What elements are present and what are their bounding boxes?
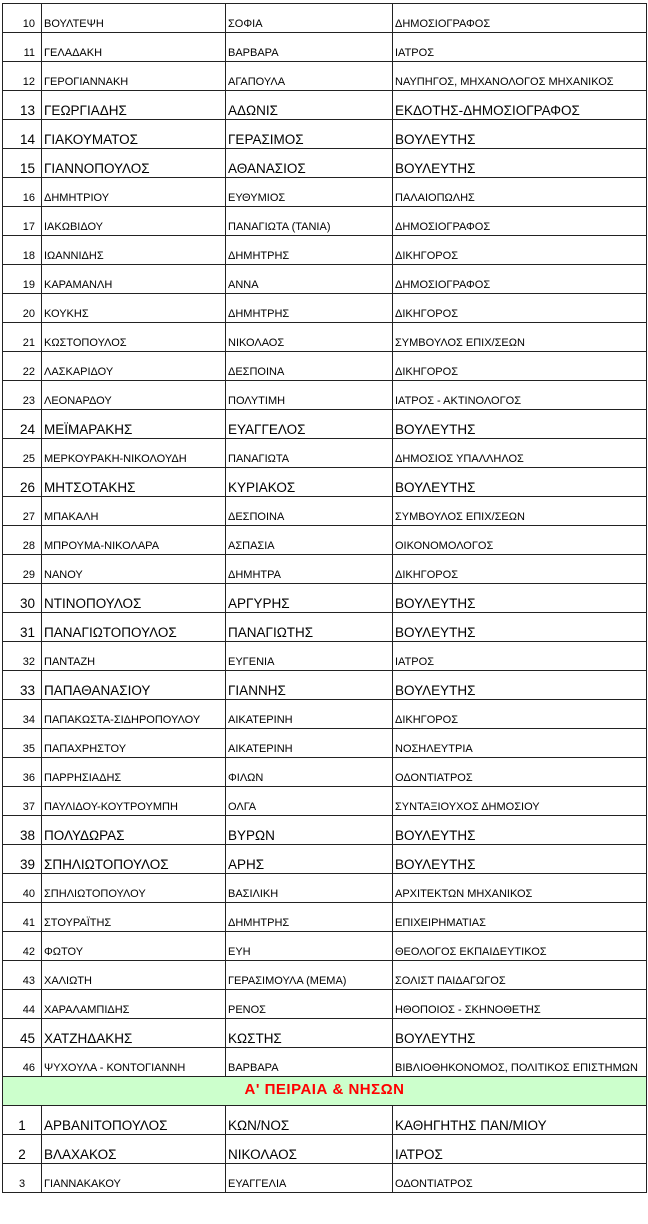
profession-cell: ΘΕΟΛΟΓΟΣ ΕΚΠΑΙΔΕΥΤΙΚΟΣ	[393, 932, 647, 961]
first-name-cell: ΠΑΝΑΓΙΩΤΑ	[226, 439, 393, 468]
row-number: 40	[3, 874, 42, 903]
first-name-cell: ΝΙΚΟΛΑΟΣ	[226, 1135, 393, 1164]
profession-cell: ΔΙΚΗΓΟΡΟΣ	[393, 555, 647, 584]
first-name-cell: ΦΙΛΩΝ	[226, 758, 393, 787]
surname-cell: ΜΕΡΚΟΥΡΑΚΗ-ΝΙΚΟΛΟΥΔΗ	[42, 439, 226, 468]
profession-cell: ΣΟΛΙΣΤ ΠΑΙΔΑΓΩΓΟΣ	[393, 961, 647, 990]
table-row	[3, 584, 647, 613]
surname-cell: ΚΟΥΚΗΣ	[42, 294, 226, 323]
profession-cell: ΒΟΥΛΕΥΤΗΣ	[393, 816, 647, 845]
first-name-cell: ΔΗΜΗΤΡΑ	[226, 555, 393, 584]
first-name-cell: ΑΣΠΑΣΙΑ	[226, 526, 393, 555]
surname-cell: ΜΗΤΣΟΤΑΚΗΣ	[42, 468, 226, 497]
row-number: 22	[3, 352, 42, 381]
profession-cell: ΙΑΤΡΟΣ	[393, 642, 647, 671]
row-number: 41	[3, 903, 42, 932]
profession-cell: ΒΟΥΛΕΥΤΗΣ	[393, 613, 647, 642]
table-row	[3, 729, 647, 758]
profession-cell: ΒΙΒΛΙΟΘΗΚΟΝΟΜΟΣ, ΠΟΛΙΤΙΚΟΣ ΕΠΙΣΤΗΜΩΝ	[393, 1048, 647, 1077]
table-row	[3, 62, 647, 91]
surname-cell: ΑΡΒΑΝΙΤΟΠΟΥΛΟΣ	[42, 1106, 226, 1135]
first-name-cell: ΓΕΡΑΣΙΜΟΥΛΑ (ΜΕΜΑ)	[226, 961, 393, 990]
row-number: 1	[3, 1106, 42, 1135]
table-row	[3, 990, 647, 1019]
row-number: 18	[3, 236, 42, 265]
profession-cell: ΒΟΥΛΕΥΤΗΣ	[393, 410, 647, 439]
surname-cell: ΚΑΡΑΜΑΝΛΗ	[42, 265, 226, 294]
surname-cell: ΝΤΙΝΟΠΟΥΛΟΣ	[42, 584, 226, 613]
surname-cell: ΣΤΟΥΡΑΪΤΗΣ	[42, 903, 226, 932]
profession-cell: ΔΗΜΟΣΙΟΓΡΑΦΟΣ	[393, 207, 647, 236]
first-name-cell: ΒΑΣΙΛΙΚΗ	[226, 874, 393, 903]
surname-cell: ΓΕΡΟΓΙΑΝΝΑΚΗ	[42, 62, 226, 91]
table-row	[3, 526, 647, 555]
surname-cell: ΠΑΠΑΘΑΝΑΣΙΟΥ	[42, 671, 226, 700]
table-row	[3, 613, 647, 642]
table-row	[3, 555, 647, 584]
row-number: 3	[3, 1164, 42, 1193]
table-row	[3, 352, 647, 381]
table-row	[3, 1106, 647, 1135]
row-number: 31	[3, 613, 42, 642]
surname-cell: ΓΕΩΡΓΙΑΔΗΣ	[42, 91, 226, 120]
section-title: Α' ΠΕΙΡΑΙΑ & ΝΗΣΩΝ	[3, 1077, 647, 1106]
surname-cell: ΓΙΑΝΝΑΚΑΚΟΥ	[42, 1164, 226, 1193]
table-row	[3, 120, 647, 149]
table-row	[3, 265, 647, 294]
row-number: 36	[3, 758, 42, 787]
surname-cell: ΓΙΑΝΝΟΠΟΥΛΟΣ	[42, 149, 226, 178]
row-number: 32	[3, 642, 42, 671]
row-number: 20	[3, 294, 42, 323]
table-row	[3, 33, 647, 62]
first-name-cell: ΑΡΓΥΡΗΣ	[226, 584, 393, 613]
first-name-cell: ΑΘΑΝΑΣΙΟΣ	[226, 149, 393, 178]
row-number: 38	[3, 816, 42, 845]
row-number: 27	[3, 497, 42, 526]
table-row	[3, 642, 647, 671]
table-row	[3, 381, 647, 410]
profession-cell: ΝΟΣΗΛΕΥΤΡΙΑ	[393, 729, 647, 758]
table-row	[3, 207, 647, 236]
row-number: 30	[3, 584, 42, 613]
first-name-cell: ΠΑΝΑΓΙΩΤΑ (ΤΑΝΙΑ)	[226, 207, 393, 236]
table-row	[3, 700, 647, 729]
table-row	[3, 468, 647, 497]
profession-cell: ΔΗΜΟΣΙΟΣ ΥΠΑΛΛΗΛΟΣ	[393, 439, 647, 468]
profession-cell: ΙΑΤΡΟΣ	[393, 33, 647, 62]
profession-cell: ΙΑΤΡΟΣ	[393, 1135, 647, 1164]
table-row	[3, 410, 647, 439]
row-number: 37	[3, 787, 42, 816]
first-name-cell: ΚΥΡΙΑΚΟΣ	[226, 468, 393, 497]
first-name-cell: ΑΝΝΑ	[226, 265, 393, 294]
profession-cell: ΗΘΟΠΟΙΟΣ - ΣΚΗΝΟΘΕΤΗΣ	[393, 990, 647, 1019]
table-row	[3, 497, 647, 526]
profession-cell: ΒΟΥΛΕΥΤΗΣ	[393, 468, 647, 497]
table-row	[3, 294, 647, 323]
table-row	[3, 671, 647, 700]
row-number: 17	[3, 207, 42, 236]
surname-cell: ΠΑΡΡΗΣΙΑΔΗΣ	[42, 758, 226, 787]
table-row	[3, 178, 647, 207]
profession-cell: ΒΟΥΛΕΥΤΗΣ	[393, 845, 647, 874]
row-number: 14	[3, 120, 42, 149]
row-number: 16	[3, 178, 42, 207]
table-row	[3, 149, 647, 178]
surname-cell: ΒΟΥΛΤΕΨΗ	[42, 4, 226, 33]
surname-cell: ΠΑΝΑΓΙΩΤΟΠΟΥΛΟΣ	[42, 613, 226, 642]
table-row	[3, 236, 647, 265]
surname-cell: ΠΑΥΛΙΔΟΥ-ΚΟΥΤΡΟΥΜΠΗ	[42, 787, 226, 816]
row-number: 10	[3, 4, 42, 33]
table-row	[3, 91, 647, 120]
surname-cell: ΦΩΤΟΥ	[42, 932, 226, 961]
surname-cell: ΓΙΑΚΟΥΜΑΤΟΣ	[42, 120, 226, 149]
row-number: 15	[3, 149, 42, 178]
surname-cell: ΜΠΑΚΑΛΗ	[42, 497, 226, 526]
row-number: 33	[3, 671, 42, 700]
row-number: 25	[3, 439, 42, 468]
row-number: 35	[3, 729, 42, 758]
profession-cell: ΔΙΚΗΓΟΡΟΣ	[393, 352, 647, 381]
first-name-cell: ΔΕΣΠΟΙΝΑ	[226, 352, 393, 381]
profession-cell: ΠΑΛΑΙΟΠΩΛΗΣ	[393, 178, 647, 207]
profession-cell: ΙΑΤΡΟΣ - ΑΚΤΙΝΟΛΟΓΟΣ	[393, 381, 647, 410]
table-row	[3, 1048, 647, 1077]
row-number: 12	[3, 62, 42, 91]
surname-cell: ΣΠΗΛΙΩΤΟΠΟΥΛΟΥ	[42, 874, 226, 903]
surname-cell: ΠΑΠΑΚΩΣΤΑ-ΣΙΔΗΡΟΠΟΥΛΟΥ	[42, 700, 226, 729]
first-name-cell: ΣΟΦΙΑ	[226, 4, 393, 33]
row-number: 44	[3, 990, 42, 1019]
profession-cell: ΣΥΜΒΟΥΛΟΣ ΕΠΙΧ/ΣΕΩΝ	[393, 323, 647, 352]
row-number: 26	[3, 468, 42, 497]
first-name-cell: ΒΑΡΒΑΡΑ	[226, 1048, 393, 1077]
surname-cell: ΠΑΠΑΧΡΗΣΤΟΥ	[42, 729, 226, 758]
surname-cell: ΔΗΜΗΤΡΙΟΥ	[42, 178, 226, 207]
candidates-table	[2, 3, 647, 1193]
profession-cell: ΒΟΥΛΕΥΤΗΣ	[393, 120, 647, 149]
first-name-cell: ΠΑΝΑΓΙΩΤΗΣ	[226, 613, 393, 642]
profession-cell: ΟΔΟΝΤΙΑΤΡΟΣ	[393, 1164, 647, 1193]
first-name-cell: ΚΩΣΤΗΣ	[226, 1019, 393, 1048]
profession-cell: ΔΙΚΗΓΟΡΟΣ	[393, 236, 647, 265]
surname-cell: ΜΕΪΜΑΡΑΚΗΣ	[42, 410, 226, 439]
row-number: 2	[3, 1135, 42, 1164]
profession-cell: ΝΑΥΠΗΓΟΣ, ΜΗΧΑΝΟΛΟΓΟΣ ΜΗΧΑΝΙΚΟΣ	[393, 62, 647, 91]
first-name-cell: ΔΗΜΗΤΡΗΣ	[226, 236, 393, 265]
table-row	[3, 439, 647, 468]
first-name-cell: ΔΕΣΠΟΙΝΑ	[226, 497, 393, 526]
surname-cell: ΣΠΗΛΙΩΤΟΠΟΥΛΟΣ	[42, 845, 226, 874]
table-row	[3, 323, 647, 352]
row-number: 21	[3, 323, 42, 352]
surname-cell: ΧΑΤΖΗΔΑΚΗΣ	[42, 1019, 226, 1048]
profession-cell: ΒΟΥΛΕΥΤΗΣ	[393, 1019, 647, 1048]
surname-cell: ΛΑΣΚΑΡΙΔΟΥ	[42, 352, 226, 381]
first-name-cell: ΡΕΝΟΣ	[226, 990, 393, 1019]
surname-cell: ΧΑΛΙΩΤΗ	[42, 961, 226, 990]
surname-cell: ΒΛΑΧΑΚΟΣ	[42, 1135, 226, 1164]
row-number: 46	[3, 1048, 42, 1077]
first-name-cell: ΚΩΝ/ΝΟΣ	[226, 1106, 393, 1135]
surname-cell: ΛΕΟΝΑΡΔΟΥ	[42, 381, 226, 410]
profession-cell: ΟΔΟΝΤΙΑΤΡΟΣ	[393, 758, 647, 787]
table-row	[3, 932, 647, 961]
profession-cell: ΔΗΜΟΣΙΟΓΡΑΦΟΣ	[393, 4, 647, 33]
row-number: 42	[3, 932, 42, 961]
profession-cell: ΒΟΥΛΕΥΤΗΣ	[393, 671, 647, 700]
profession-cell: ΣΥΜΒΟΥΛΟΣ ΕΠΙΧ/ΣΕΩΝ	[393, 497, 647, 526]
table-row	[3, 845, 647, 874]
surname-cell: ΓΕΛΑΔΑΚΗ	[42, 33, 226, 62]
row-number: 34	[3, 700, 42, 729]
profession-cell: ΔΙΚΗΓΟΡΟΣ	[393, 294, 647, 323]
first-name-cell: ΑΡΗΣ	[226, 845, 393, 874]
row-number: 19	[3, 265, 42, 294]
first-name-cell: ΔΗΜΗΤΡΗΣ	[226, 294, 393, 323]
profession-cell: ΟΙΚΟΝΟΜΟΛΟΓΟΣ	[393, 526, 647, 555]
surname-cell: ΨΥΧΟΥΛΑ - ΚΟΝΤΟΓΙΑΝΝΗ	[42, 1048, 226, 1077]
profession-cell: ΕΚΔΟΤΗΣ-ΔΗΜΟΣΙΟΓΡΑΦΟΣ	[393, 91, 647, 120]
table-row	[3, 787, 647, 816]
first-name-cell: ΕΥΑΓΓΕΛΟΣ	[226, 410, 393, 439]
table-row	[3, 758, 647, 787]
row-number: 11	[3, 33, 42, 62]
first-name-cell: ΑΙΚΑΤΕΡΙΝΗ	[226, 729, 393, 758]
surname-cell: ΙΑΚΩΒΙΔΟΥ	[42, 207, 226, 236]
profession-cell: ΔΗΜΟΣΙΟΓΡΑΦΟΣ	[393, 265, 647, 294]
first-name-cell: ΓΙΑΝΝΗΣ	[226, 671, 393, 700]
first-name-cell: ΒΑΡΒΑΡΑ	[226, 33, 393, 62]
first-name-cell: ΟΛΓΑ	[226, 787, 393, 816]
table-row	[3, 874, 647, 903]
surname-cell: ΧΑΡΑΛΑΜΠΙΔΗΣ	[42, 990, 226, 1019]
row-number: 28	[3, 526, 42, 555]
first-name-cell: ΒΥΡΩΝ	[226, 816, 393, 845]
first-name-cell: ΔΗΜΗΤΡΗΣ	[226, 903, 393, 932]
first-name-cell: ΠΟΛΥΤΙΜΗ	[226, 381, 393, 410]
surname-cell: ΠΑΝΤΑΖΗ	[42, 642, 226, 671]
surname-cell: ΚΩΣΤΟΠΟΥΛΟΣ	[42, 323, 226, 352]
row-number: 13	[3, 91, 42, 120]
table-row	[3, 4, 647, 33]
profession-cell: ΚΑΘΗΓΗΤΗΣ ΠΑΝ/ΜΙΟΥ	[393, 1106, 647, 1135]
profession-cell: ΕΠΙΧΕΙΡΗΜΑΤΙΑΣ	[393, 903, 647, 932]
row-number: 43	[3, 961, 42, 990]
first-name-cell: ΕΥΑΓΓΕΛΙΑ	[226, 1164, 393, 1193]
table-row	[3, 1135, 647, 1164]
profession-cell: ΒΟΥΛΕΥΤΗΣ	[393, 149, 647, 178]
table-row	[3, 1019, 647, 1048]
row-number: 29	[3, 555, 42, 584]
table-row	[3, 961, 647, 990]
surname-cell: ΜΠΡΟΥΜΑ-ΝΙΚΟΛΑΡΑ	[42, 526, 226, 555]
profession-cell: ΒΟΥΛΕΥΤΗΣ	[393, 584, 647, 613]
surname-cell: ΙΩΑΝΝΙΔΗΣ	[42, 236, 226, 265]
row-number: 39	[3, 845, 42, 874]
first-name-cell: ΕΥΗ	[226, 932, 393, 961]
profession-cell: ΔΙΚΗΓΟΡΟΣ	[393, 700, 647, 729]
section-header-row	[3, 1077, 647, 1106]
first-name-cell: ΑΔΩΝΙΣ	[226, 91, 393, 120]
first-name-cell: ΕΥΘΥΜΙΟΣ	[226, 178, 393, 207]
first-name-cell: ΝΙΚΟΛΑΟΣ	[226, 323, 393, 352]
first-name-cell: ΓΕΡΑΣΙΜΟΣ	[226, 120, 393, 149]
row-number: 24	[3, 410, 42, 439]
first-name-cell: ΕΥΓΕΝΙΑ	[226, 642, 393, 671]
surname-cell: ΠΟΛΥΔΩΡΑΣ	[42, 816, 226, 845]
surname-cell: ΝΑΝΟΥ	[42, 555, 226, 584]
row-number: 45	[3, 1019, 42, 1048]
first-name-cell: ΑΙΚΑΤΕΡΙΝΗ	[226, 700, 393, 729]
table-row	[3, 816, 647, 845]
profession-cell: ΣΥΝΤΑΞΙΟΥΧΟΣ ΔΗΜΟΣΙΟΥ	[393, 787, 647, 816]
profession-cell: ΑΡΧΙΤΕΚΤΩΝ ΜΗΧΑΝΙΚΟΣ	[393, 874, 647, 903]
table-row	[3, 903, 647, 932]
table-row	[3, 1164, 647, 1193]
first-name-cell: ΑΓΑΠΟΥΛΑ	[226, 62, 393, 91]
row-number: 23	[3, 381, 42, 410]
